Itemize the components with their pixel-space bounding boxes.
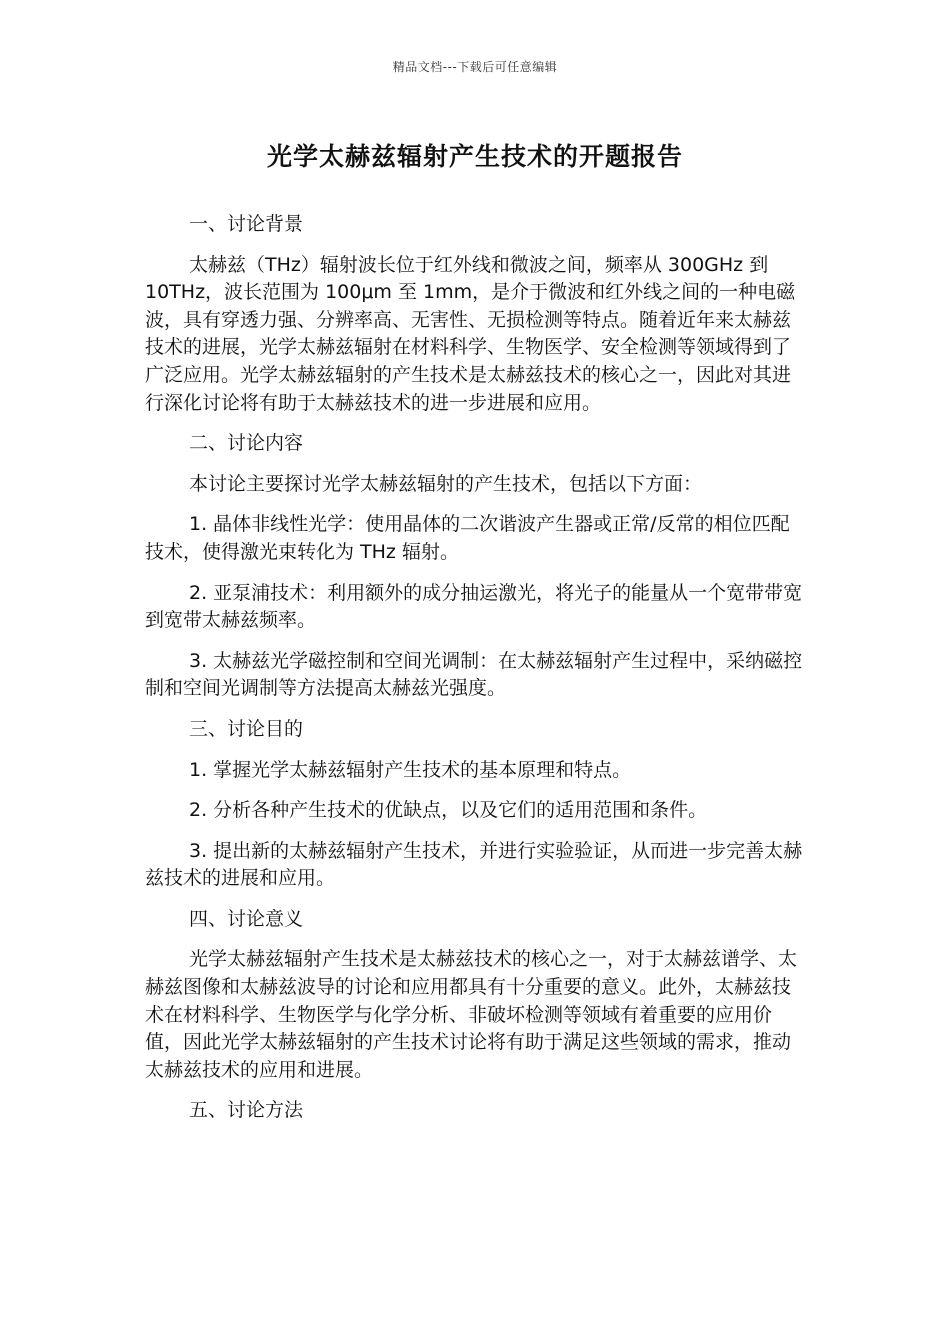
list-item-purpose-2: 2. 分析各种产生技术的优缺点，以及它们的适用范围和条件。 [189, 799, 708, 822]
document-body [145, 211, 807, 1138]
section-heading-significance: 四、讨论意义 [189, 907, 304, 930]
section-heading-method: 五、讨论方法 [189, 1099, 304, 1122]
paragraph-significance: 光学太赫兹辐射产生技术是太赫兹技术的核心之一，对于太赫兹谱学、太赫兹图像和太赫兹波导的讨论和应用都具有十分重要的意义。此外，太赫兹技术在材料科学、生物医学与化学分析、非破坏检测等领域有着重要的应用价值，因此光学太赫兹辐射的产生技术讨论将有助于满足这些领域的需求，推动太赫兹技术的应用和进展。 [145, 948, 798, 1081]
section-heading-content: 二、讨论内容 [189, 432, 304, 455]
paragraph-background: 太赫兹（THz）辐射波长位于红外线和微波之间，频率从 300GHz 到 10THz，波长范围为 100μm 至 1mm，是介于微波和红外线之间的一种电磁波，具有穿透力强、分辨率高、无害性、无损检测等特点。随着近年来太赫兹技术的进展，光学太赫兹辐射在材料科学、生物医学、安全检测等领域得到了广泛应用。光学太赫兹辐射的产生技术是太赫兹技术的核心之一，因此对其进行深化讨论将有助于太赫兹技术的进一步进展和应用。 [145, 253, 796, 414]
list-item-content-2: 2. 亚泵浦技术：利用额外的成分抽运激光，将光子的能量从一个宽带带宽到宽带太赫兹频率。 [145, 581, 803, 632]
paragraph-content-intro: 本讨论主要探讨光学太赫兹辐射的产生技术，包括以下方面： [189, 472, 703, 495]
list-item-purpose-1: 1. 掌握光学太赫兹辐射产生技术的基本原理和特点。 [189, 758, 632, 781]
document-title: 光学太赫兹辐射产生技术的开题报告 [266, 142, 683, 171]
list-item-purpose-3: 3. 提出新的太赫兹辐射产生技术，并进行实验验证，从而进一步完善太赫兹技术的进展和应用。 [145, 839, 803, 890]
page-header: 精品文档---下载后可任意编辑 [392, 60, 558, 74]
section-heading-background: 一、讨论背景 [189, 213, 304, 235]
list-item-content-3: 3. 太赫兹光学磁控制和空间光调制：在太赫兹辐射产生过程中，采纳磁控制和空间光调制等方法提高太赫兹光强度。 [145, 649, 803, 700]
section-heading-purpose: 三、讨论目的 [189, 717, 304, 740]
list-item-content-1: 1. 晶体非线性光学：使用晶体的二次谐波产生器或正常/反常的相位匹配技术，使得激光束转化为 THz 辐射。 [145, 513, 790, 563]
